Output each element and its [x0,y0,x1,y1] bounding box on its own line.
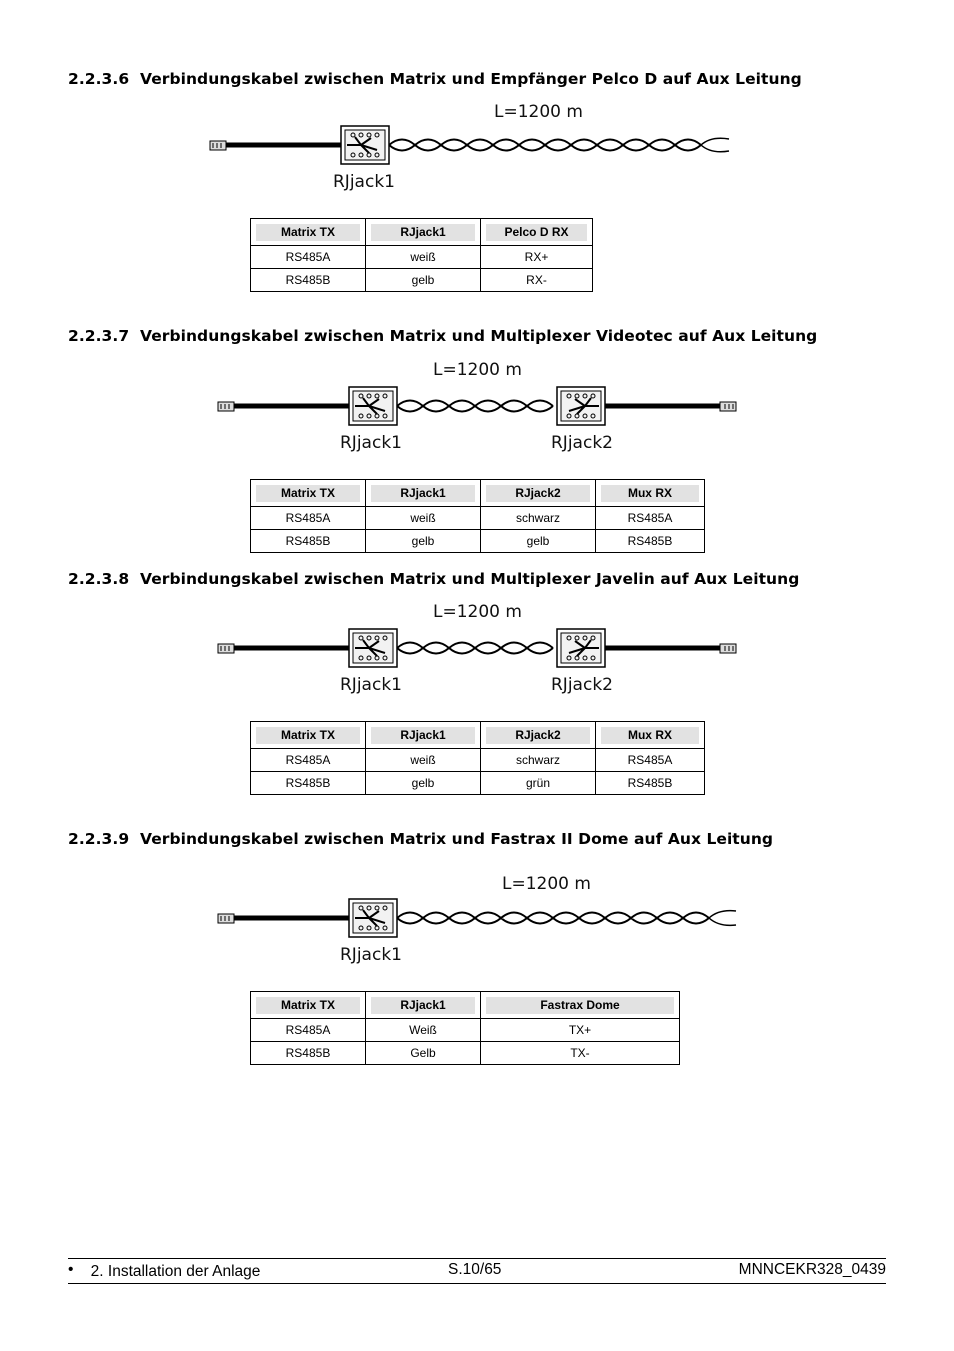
table-cell: RS485A [251,1019,366,1042]
cable-end-icon [709,911,736,926]
table-cell: TX- [481,1042,680,1065]
table-header: RJjack1 [366,219,481,246]
jack-label-1: RJjack1 [340,433,402,453]
section-number: 2.2.3.7 [68,327,130,345]
table-cell: Gelb [366,1042,481,1065]
rj-junction-box-icon [557,387,605,425]
cable-diagram-2236 [0,95,954,200]
section-number: 2.2.3.8 [68,570,130,588]
section-number: 2.2.3.6 [68,70,130,88]
table-cell: gelb [366,269,481,292]
table-header: RJjack1 [366,722,481,749]
rj-plug-icon [720,402,736,411]
table-row [251,749,705,772]
length-label: L=1200 m [494,102,583,122]
table-header-row [251,992,680,1019]
twisted-pair-cable [397,401,553,412]
jack-label-1: RJjack1 [333,172,395,192]
table-header: Mux RX [596,480,705,507]
section-heading: Verbindungskabel zwischen Matrix und Multiplexer Javelin auf Aux Leitung [140,570,800,588]
jack-label-2: RJjack2 [551,433,613,453]
table-header: Matrix TX [251,992,366,1019]
cable-diagram-2239 [0,868,954,970]
table-cell: RS485A [596,749,705,772]
rj-plug-icon [218,644,234,653]
table-header: Fastrax Dome [481,992,680,1019]
jack-label-1: RJjack1 [340,675,402,695]
footer-page-number: S.10/65 [448,1261,502,1278]
table-cell: weiß [366,749,481,772]
section-number: 2.2.3.9 [68,830,130,848]
section-title-2238 [68,570,799,588]
table-cell: RS485A [251,246,366,269]
wiring-table-2238 [250,721,705,795]
footer-doc-code: MNNCEKR328_0439 [738,1261,886,1278]
section-heading: Verbindungskabel zwischen Matrix und Multiplexer Videotec auf Aux Leitung [140,327,818,345]
section-title-2239 [68,830,773,848]
cable-end-icon [701,138,729,152]
footer-chapter-text: 2. Installation der Anlage [90,1263,261,1280]
table-header: RJjack1 [366,992,481,1019]
rj-plug-icon [210,141,226,150]
table-cell: schwarz [481,507,596,530]
twisted-pair-cable [389,140,701,151]
table-row [251,1042,680,1065]
table-cell: TX+ [481,1019,680,1042]
table-row [251,246,593,269]
rj-plug-icon [720,644,736,653]
table-cell: RS485A [251,507,366,530]
section-heading: Verbindungskabel zwischen Matrix und Empfänger Pelco D auf Aux Leitung [140,70,802,88]
jack-label-2: RJjack2 [551,675,613,695]
table-row [251,1019,680,1042]
section-title-2237 [68,327,817,345]
twisted-pair-cable [397,913,709,924]
table-cell: RX+ [481,246,593,269]
cable-diagram-2237 [0,356,954,458]
table-row [251,507,705,530]
page-footer [68,1258,886,1284]
footer-chapter: • 2. Installation der Anlage [68,1261,261,1280]
table-cell: gelb [366,530,481,553]
length-label: L=1200 m [502,874,591,894]
rj-junction-box-icon [349,387,397,425]
rj-junction-box-icon [349,629,397,667]
table-row [251,530,705,553]
table-cell: weiß [366,507,481,530]
rj-plug-icon [218,402,234,411]
length-label: L=1200 m [433,602,522,622]
section-heading: Verbindungskabel zwischen Matrix und Fastrax II Dome auf Aux Leitung [140,830,774,848]
table-row [251,269,593,292]
table-header: Matrix TX [251,480,366,507]
table-cell: RS485A [596,507,705,530]
table-header-row [251,722,705,749]
table-cell: RS485B [251,1042,366,1065]
wiring-table-2237 [250,479,705,553]
rj-junction-box-icon [349,899,397,937]
table-cell: RS485B [251,530,366,553]
table-cell: schwarz [481,749,596,772]
cable-diagram-2238 [0,598,954,700]
table-cell: gelb [481,530,596,553]
table-header: RJjack1 [366,480,481,507]
table-header: Matrix TX [251,722,366,749]
jack-label-1: RJjack1 [340,945,402,965]
rj-plug-icon [218,914,234,923]
table-cell: RS485B [251,772,366,795]
table-header-row [251,480,705,507]
rj-junction-box-icon [341,126,389,164]
table-cell: RS485B [596,772,705,795]
table-header-row [251,219,593,246]
length-label: L=1200 m [433,360,522,380]
table-cell: gelb [366,772,481,795]
wiring-table-2239 [250,991,680,1065]
table-header: RJjack2 [481,722,596,749]
table-header: Matrix TX [251,219,366,246]
table-header: Pelco D RX [481,219,593,246]
section-title-2236 [68,70,802,88]
table-header: RJjack2 [481,480,596,507]
table-cell: Weiß [366,1019,481,1042]
table-cell: RX- [481,269,593,292]
table-cell: RS485A [251,749,366,772]
table-cell: RS485B [251,269,366,292]
twisted-pair-cable [397,643,553,654]
table-header: Mux RX [596,722,705,749]
table-cell: weiß [366,246,481,269]
table-cell: grün [481,772,596,795]
wiring-table-2236 [250,218,593,292]
rj-junction-box-icon [557,629,605,667]
table-row [251,772,705,795]
table-cell: RS485B [596,530,705,553]
